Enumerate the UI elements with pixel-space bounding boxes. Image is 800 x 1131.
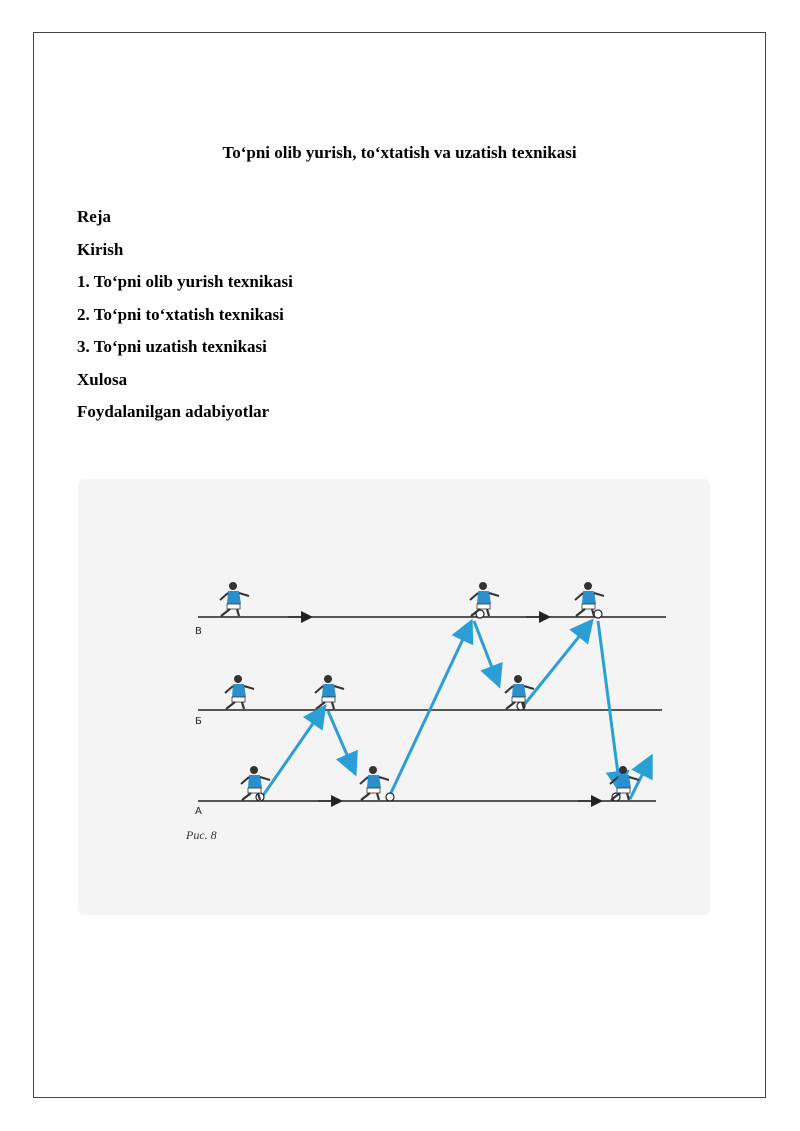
row-label-top: В: [195, 626, 202, 637]
toc-item-kirish: Kirish: [77, 239, 124, 259]
passing-diagram: [78, 479, 710, 915]
row-label-middle: Б: [195, 716, 202, 727]
row-label-bottom: А: [195, 806, 202, 817]
pass-arrow-icon: [328, 711, 354, 771]
document-page: [33, 32, 766, 1098]
football-passing-figure: [78, 479, 710, 915]
page-title: To‘pni olib yurish, to‘xtatish va uzatish texnikasi: [222, 143, 577, 162]
toc-heading-reja: Reja: [77, 207, 111, 226]
player-icon: [241, 766, 270, 800]
player-icon: [225, 675, 254, 709]
player-icon: [315, 675, 344, 709]
player-icon: [220, 582, 249, 616]
toc-item-xulosa: Xulosa: [77, 369, 128, 389]
toc-item-section-1: 1. To‘pni olib yurish texnikasi: [77, 272, 293, 291]
figure-caption: Рис. 8: [186, 828, 217, 842]
player-icon: [470, 582, 499, 616]
player-icon: [360, 766, 389, 800]
pass-arrow-icon: [262, 709, 323, 797]
table-of-contents: [77, 205, 293, 433]
pass-arrow-icon: [524, 623, 590, 705]
toc-item-section-2: 2. To‘pni to‘xtatish texnikasi: [77, 304, 284, 324]
ball-icon: [386, 793, 394, 801]
toc-item-adabiyotlar: Foydalanilgan adabiyotlar: [77, 402, 270, 421]
ball-icon: [594, 610, 602, 618]
toc-item-section-3: 3. To‘pni uzatish texnikasi: [77, 337, 267, 356]
pass-arrow-icon: [598, 621, 620, 789]
pass-arrow-icon: [474, 621, 498, 683]
